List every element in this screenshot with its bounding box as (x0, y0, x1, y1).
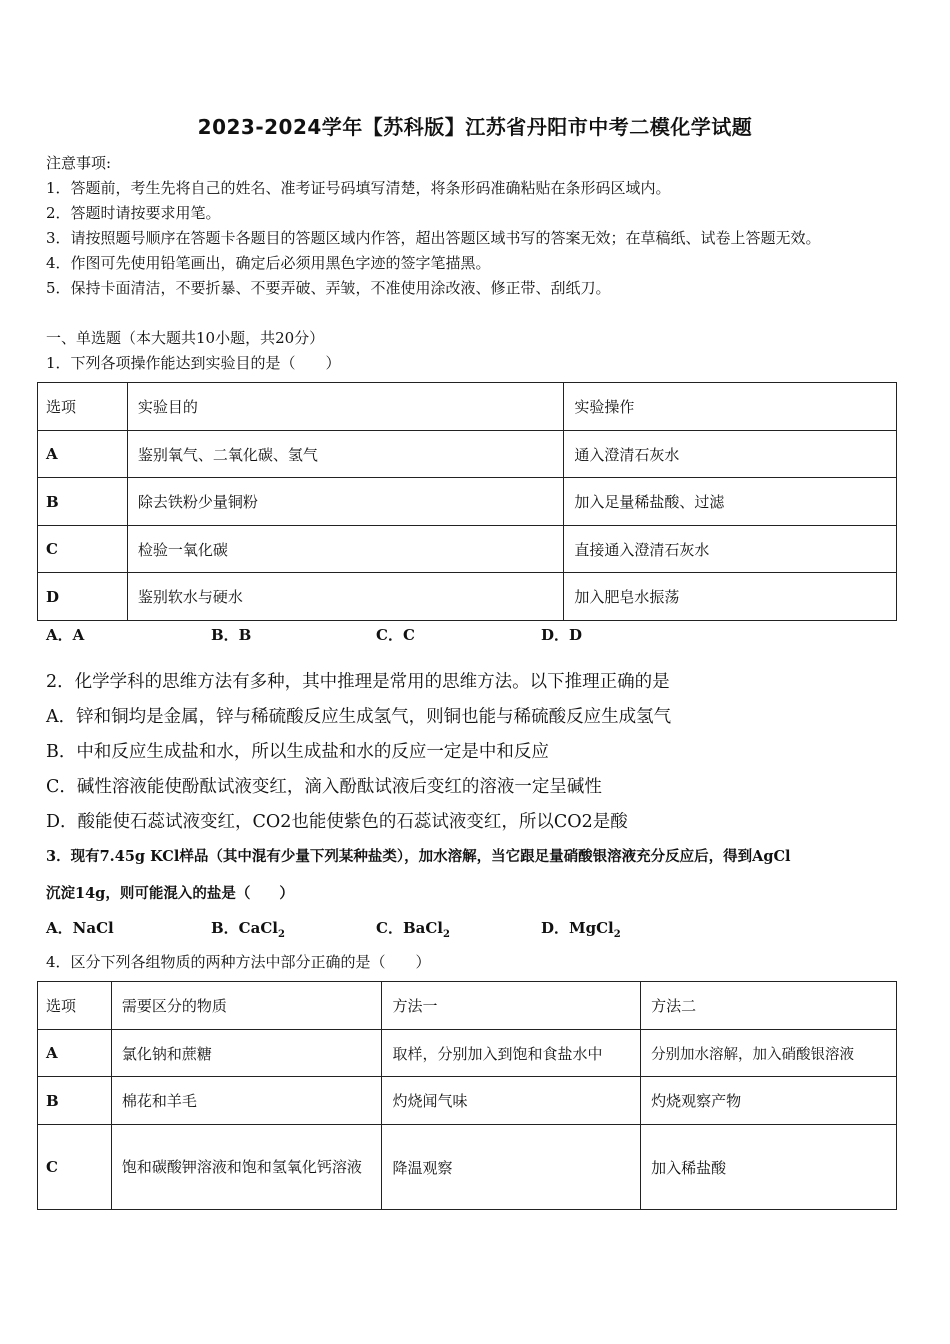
table-header-cell: 实验操作 (564, 383, 897, 431)
table-cell: 加入肥皂水振荡 (564, 573, 897, 621)
table-cell: 棉花和羊毛 (111, 1077, 382, 1125)
table-row (38, 431, 897, 478)
table-cell: 加入稀盐酸 (641, 1125, 897, 1210)
table-header-cell: 选项 (38, 383, 128, 431)
q3-option-d-text: D．MgCl (541, 919, 614, 937)
table-cell: B (38, 478, 128, 526)
table-header-row (38, 383, 897, 431)
table-cell: 加入足量稀盐酸、过滤 (564, 478, 897, 526)
table-row (38, 478, 897, 526)
table-cell: 通入澄清石灰水 (564, 431, 897, 478)
table-row (38, 573, 897, 621)
table-row (38, 526, 897, 573)
q3-option-d (541, 917, 621, 940)
table-header-cell: 方法二 (641, 982, 897, 1030)
notice-item: 3．请按照题号顺序在答题卡各题目的答题区域内作答，超出答题区域书写的答案无效；在草稿纸、试卷上答题无效。 (46, 229, 821, 247)
q3-option-a-text: A．NaCl (46, 919, 114, 937)
table-cell: 降温观察 (382, 1125, 641, 1210)
table-cell: 灼烧观察产物 (641, 1077, 897, 1125)
table-row (38, 1030, 897, 1077)
table-header-row (38, 982, 897, 1030)
q1-stem: 1．下列各项操作能达到实验目的是（ ） (46, 354, 341, 372)
q2-option: B．中和反应生成盐和水，所以生成盐和水的反应一定是中和反应 (46, 742, 549, 762)
notice-item: 1．答题前，考生先将自己的姓名、准考证号码填写清楚，将条形码准确粘贴在条形码区域内。 (46, 179, 671, 197)
q1-option-d: D．D (541, 626, 583, 644)
q1-table (37, 382, 897, 621)
table-cell: C (38, 1125, 112, 1210)
q3-option-c-text: C．BaCl (376, 919, 443, 937)
q3-option-b (211, 917, 285, 940)
q2-option: D．酸能使石蕊试液变红，CO2也能使紫色的石蕊试液变红，所以CO2是酸 (46, 812, 628, 832)
q4-stem: 4．区分下列各组物质的两种方法中部分正确的是（ ） (46, 953, 431, 971)
table-header-cell: 选项 (38, 982, 112, 1030)
table-header-cell: 需要区分的物质 (111, 982, 382, 1030)
table-header-cell: 实验目的 (127, 383, 563, 431)
table-row (38, 1125, 897, 1210)
q2-stem: 2．化学学科的思维方法有多种，其中推理是常用的思维方法。以下推理正确的是 (46, 672, 670, 692)
table-cell: C (38, 526, 128, 573)
table-cell: 取样，分别加入到饱和食盐水中 (382, 1030, 641, 1077)
notice-item: 4．作图可先使用铅笔画出，确定后必须用黑色字迹的签字笔描黑。 (46, 254, 491, 272)
q1-option-a: A．A (46, 626, 85, 644)
table-cell: 饱和碳酸钾溶液和饱和氢氧化钙溶液 (111, 1125, 382, 1210)
table-cell: 氯化钠和蔗糖 (111, 1030, 382, 1077)
q3-option-b-text: B．CaCl (211, 919, 278, 937)
table-cell: 除去铁粉少量铜粉 (127, 478, 563, 526)
table-cell: 分别加水溶解，加入硝酸银溶液 (641, 1030, 897, 1077)
q3-option-c (376, 917, 450, 940)
notice-item: 5．保持卡面清洁，不要折暴、不要弄破、弄皱，不准使用涂改液、修正带、刮纸刀。 (46, 279, 611, 297)
q2-option: A．锌和铜均是金属，锌与稀硫酸反应生成氢气，则铜也能与稀硫酸反应生成氢气 (46, 707, 672, 727)
table-cell: D (38, 573, 128, 621)
table-cell: B (38, 1077, 112, 1125)
q4-table (37, 981, 897, 1210)
q3-option-a (46, 917, 114, 938)
table-cell: 鉴别氧气、二氧化碳、氢气 (127, 431, 563, 478)
table-cell: 灼烧闻气味 (382, 1077, 641, 1125)
notice-item: 2．答题时请按要求用笔。 (46, 204, 221, 222)
q2-option: C．碱性溶液能使酚酞试液变红，滴入酚酞试液后变红的溶液一定呈碱性 (46, 777, 602, 797)
table-cell: 检验一氧化碳 (127, 526, 563, 573)
table-cell: 鉴别软水与硬水 (127, 573, 563, 621)
q1-option-b: B．B (211, 626, 252, 644)
table-cell: 直接通入澄清石灰水 (564, 526, 897, 573)
table-row (38, 1077, 897, 1125)
q3-stem-line1: 3．现有7.45g KCl样品（其中混有少量下列某种盐类），加水溶解，当它跟足量硝酸银溶液充分反应后，得到AgCl (46, 848, 791, 865)
section-heading: 一、单选题（本大题共10小题，共20分） (46, 329, 325, 347)
subscript: 2 (442, 929, 450, 940)
q1-option-c: C．C (376, 626, 415, 644)
subscript: 2 (277, 929, 285, 940)
page-title: 2023-2024学年【苏科版】江苏省丹阳市中考二模化学试题 (197, 115, 753, 139)
q3-stem-line2: 沉淀14g，则可能混入的盐是（ ） (46, 885, 294, 902)
table-cell: A (38, 431, 128, 478)
notice-heading: 注意事项: (46, 154, 112, 172)
subscript: 2 (613, 929, 621, 940)
table-cell: A (38, 1030, 112, 1077)
table-header-cell: 方法一 (382, 982, 641, 1030)
